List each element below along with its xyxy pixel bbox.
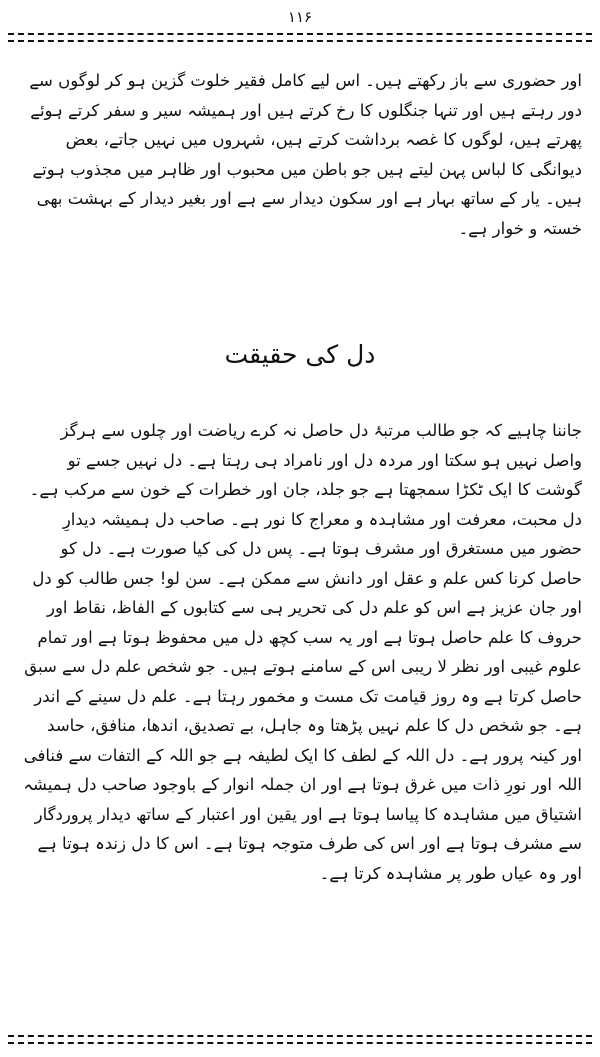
top-rule-second [8,40,592,42]
bottom-rule-second [8,1042,592,1044]
section-paragraph: جاننا چاہیے کہ جو طالب مرتبۂ دل حاصل نہ کرے ریاضت اور چلوں سے ہرگز واصل نہیں ہو سکتا اور مردہ دل اور نامراد ہی رہتا ہے۔ دل نہیں جسے تو گوشت کا ایک ٹکڑا سمجھتا ہے جو جلد، جان اور خطرات کے خون سے مرکب ہے۔ دل محبت، معرفت اور مشاہدہ و معراج کا نور ہے۔ صاحب دل ہمیشہ دیدارِ حضور میں مستغرق اور مشرف ہوتا ہے۔ پس دل کی کیا صورت ہے۔ دل کو حاصل کرنا کس علم و عقل اور دانش سے ممکن ہے۔ سن لو! جس طالب کو دل اور جان عزیز ہے اس کو علم دل کی تحریر ہی سے کتابوں کے الفاظ، نقاط اور حروف کا علم حاصل ہوتا ہے اور یہ سب کچھ دل میں محفوظ ہوتا ہے اور تمام علوم غیبی اور نظر لا ریبی اس کے سامنے ہوتے ہیں۔ جو شخص علم دل سے سبق حاصل کرتا ہے وہ روز قیامت تک مست و مخمور رہتا ہے۔ علم دل سینے کے اندر ہے۔ جو شخص دل کا علم نہیں پڑھتا وہ جاہل، بے تصدیق، اندھا، منافق، حاسد اور کینہ پرور ہے۔ دل اللہ کے لطف کا ایک لطیفہ ہے جو اللہ کے التفات سے فنافی اللہ اور نورِ ذات میں غرق ہوتا ہے اور ان جملہ انوار کے باوجود صاحب دل ہمیشہ اشتیاق میں مشاہدہ کا پیاسا ہوتا ہے اور یقین اور اعتبار کے ساتھ دیدار پروردگار سے مشرف ہوتا ہے اور اس کی طرف متوجہ ہوتا ہے۔ اس کا دل زندہ ہوتا ہے اور وہ عیاں طور پر مشاہدہ کرتا ہے۔ [23,421,582,883]
top-rule [8,33,592,35]
section-heading: دل کی حقیقت [224,340,376,369]
bottom-rule [8,1035,592,1037]
page-number: ۱۱۶ [287,8,313,26]
intro-paragraph: اور حضوری سے باز رکھتے ہیں۔ اس لیے کامل فقیر خلوت گزین ہو کر لوگوں سے دور رہتے ہیں اور تنہا جنگلوں کا رخ کرتے ہیں اور ہمیشہ سیر و سفر کرتے ہوئے پھرتے ہیں، لوگوں کا غصہ برداشت کرتے ہیں، شہروں میں نہیں جاتے، بعض دیوانگی کا لباس پہن لیتے ہیں جو باطن میں محبوب اور ظاہر میں مجذوب ہوتے ہیں۔ یار کے ساتھ بہار ہے اور سکون دیدار سے ہے اور بغیر دیدار کے بہشت بھی خستہ و خوار ہے۔ [29,71,582,238]
